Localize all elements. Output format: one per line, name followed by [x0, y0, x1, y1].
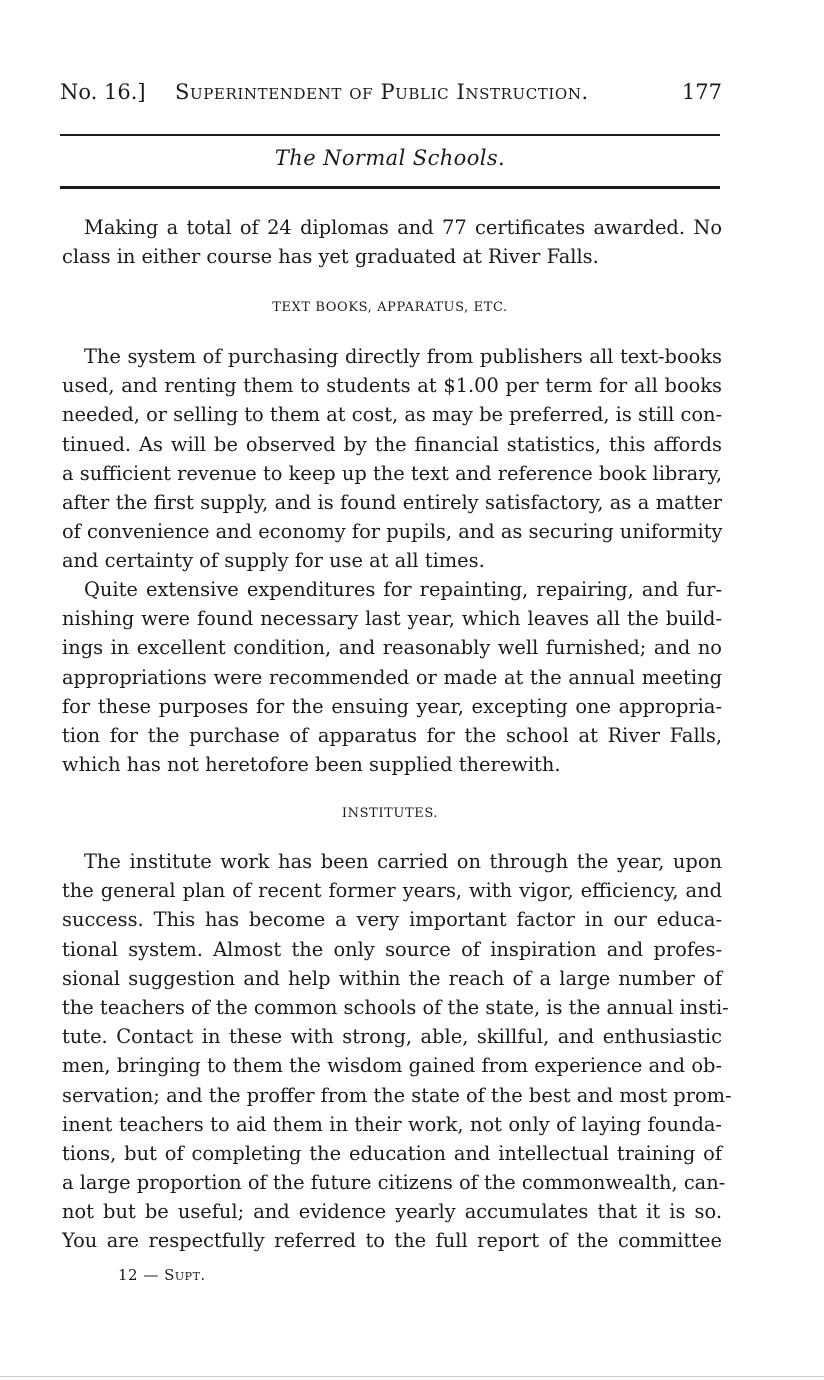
- paragraph-line: men, bringing to them the wisdom gained from experience and ob-: [62, 1054, 722, 1078]
- page-bottom-edge: [0, 1376, 824, 1377]
- paragraph-line: a large proportion of the future citizens of the commonwealth, can-: [62, 1171, 726, 1195]
- institutes-paragraph: [62, 847, 732, 1256]
- paragraph-line: for these purposes for the ensuing year, excepting one appropria-: [62, 694, 722, 718]
- paragraph-line: used, and renting them to students at $1.00 per term for all books: [62, 374, 722, 398]
- paragraph-line: tions, but of completing the education and intellectual training of: [62, 1141, 722, 1165]
- paragraph-line: You are respectfully referred to the full report of the committee: [62, 1229, 722, 1253]
- paragraph-line: servation; and the proffer from the state of the best and most prom-: [62, 1083, 732, 1107]
- paragraph-line: The institute work has been carried on through the year, upon: [84, 850, 722, 873]
- paragraph-line: tion for the purchase of apparatus for the school at River Falls,: [62, 723, 722, 747]
- paragraph-line: tute. Contact in these with strong, able, skillful, and enthusiastic: [62, 1025, 722, 1049]
- paragraph-line: of convenience and economy for pupils, and as securing uniformity: [62, 520, 723, 544]
- paragraph-line: the general plan of recent former years, with vigor, efficiency, and: [62, 879, 722, 903]
- paragraph-line: Making a total of 24 diplomas and 77 certificates awarded. No: [84, 216, 722, 239]
- paragraph-line: sional suggestion and help within the reach of a large number of: [62, 966, 722, 990]
- paragraph-line: after the first supply, and is found entirely satisfactory, as a matter: [62, 490, 722, 514]
- paragraph-line: and certainty of supply for use at all times.: [62, 549, 485, 573]
- text-books-paragraph: [62, 342, 722, 576]
- document-number: No. 16.]: [60, 80, 146, 104]
- paragraph-line: a sufficient revenue to keep up the text and reference book library,: [62, 461, 722, 485]
- paragraph-line: success. This has become a very important factor in our educa-: [62, 908, 722, 932]
- paragraph-line: ings in excellent condition, and reasonably well furnished; and no: [62, 636, 722, 660]
- section-title: The Normal Schools.: [274, 146, 506, 170]
- expenditures-paragraph: [62, 575, 722, 779]
- intro-paragraph: [62, 213, 722, 271]
- heading-institutes: INSTITUTES.: [341, 806, 439, 821]
- page-number: 177: [681, 80, 722, 104]
- paragraph-line: not but be useful; and evidence yearly accumulates that it is so.: [62, 1200, 722, 1224]
- header-rule-top: [60, 134, 720, 136]
- paragraph-line: needed, or selling to them at cost, as may be preferred, is still con-: [62, 403, 723, 427]
- signature-mark: 12 — Supt.: [118, 1266, 206, 1284]
- running-header-title: Superintendent of Public Instruction.: [175, 80, 589, 104]
- paragraph-line: tional system. Almost the only source of inspiration and profes-: [62, 937, 722, 961]
- paragraph-line: The system of purchasing directly from publishers all text-books: [84, 345, 722, 368]
- paragraph-line: tinued. As will be observed by the financial statistics, this affords: [62, 432, 722, 456]
- paragraph-line: class in either course has yet graduated at River Falls.: [62, 245, 599, 269]
- paragraph-line: the teachers of the common schools of the state, is the annual insti-: [62, 995, 729, 1019]
- paragraph-line: appropriations were recommended or made at the annual meeting: [62, 665, 722, 689]
- running-header: [60, 80, 722, 110]
- paragraph-line: Quite extensive expenditures for repainting, repairing, and fur-: [84, 578, 722, 601]
- paragraph-line: nishing were found necessary last year, which leaves all the build-: [62, 607, 722, 631]
- header-rule-bottom: [60, 186, 720, 189]
- paragraph-line: inent teachers to aid them in their work, not only of laying founda-: [62, 1112, 722, 1136]
- paragraph-line: which has not heretofore been supplied therewith.: [62, 753, 561, 777]
- heading-text-books: TEXT BOOKS, APPARATUS, ETC.: [272, 300, 508, 315]
